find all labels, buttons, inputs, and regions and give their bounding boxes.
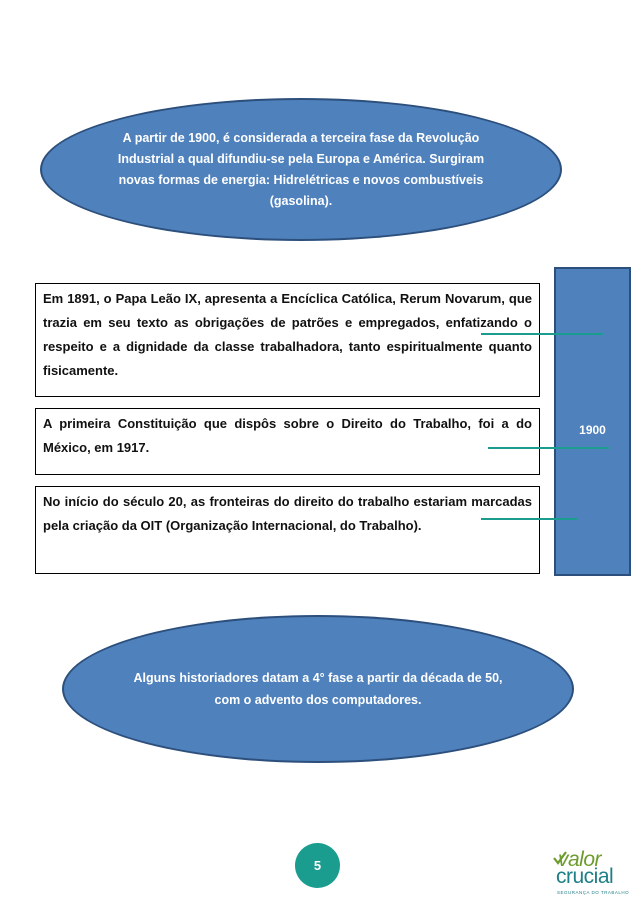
logo-line1: valor (558, 848, 602, 871)
logo-tagline: SEGURANÇA DO TRABALHO (557, 890, 630, 895)
bottom-ellipse (62, 615, 574, 763)
text-box-constituicao-mexico: A primeira Constituição que dispôs sobre o Direito do Trabalho, foi a do México, em 1917. (35, 408, 540, 475)
page-number-badge: 5 (295, 843, 340, 888)
text-box-oit: No início do século 20, as fronteiras do direito do trabalho estariam marcadas pela criação da OIT (Organização Internacional, do Trabalho). (35, 486, 540, 574)
top-ellipse-text: A partir de 1900, é considerada a terceira fase da Revolução Industrial a qual difundiu-se pela Europa e América. Surgiram novas formas de energia: Hidrelétricas e novos combustíveis (gasolina). (117, 130, 485, 208)
connector-line (481, 518, 577, 520)
text-box-rerum-novarum: Em 1891, o Papa Leão IX, apresenta a Encíclica Católica, Rerum Novarum, que trazia em seu texto as obrigações de patrões e empregados, enfatizando o respeito e a dignidade da classe trabalhadora, tanto espiritualmente quanto fisicamente. (35, 283, 540, 397)
bottom-ellipse-text: Alguns historiadores datam a 4° fase a partir da década de 50, com o advento dos computadores. (133, 671, 503, 707)
valor-crucial-logo (548, 848, 628, 898)
top-ellipse (40, 98, 562, 241)
connector-line (488, 447, 609, 449)
timeline-label: 1900 (579, 422, 606, 437)
connector-line (481, 333, 603, 335)
timeline-bar (554, 267, 631, 576)
logo-line2: crucial (556, 865, 614, 888)
